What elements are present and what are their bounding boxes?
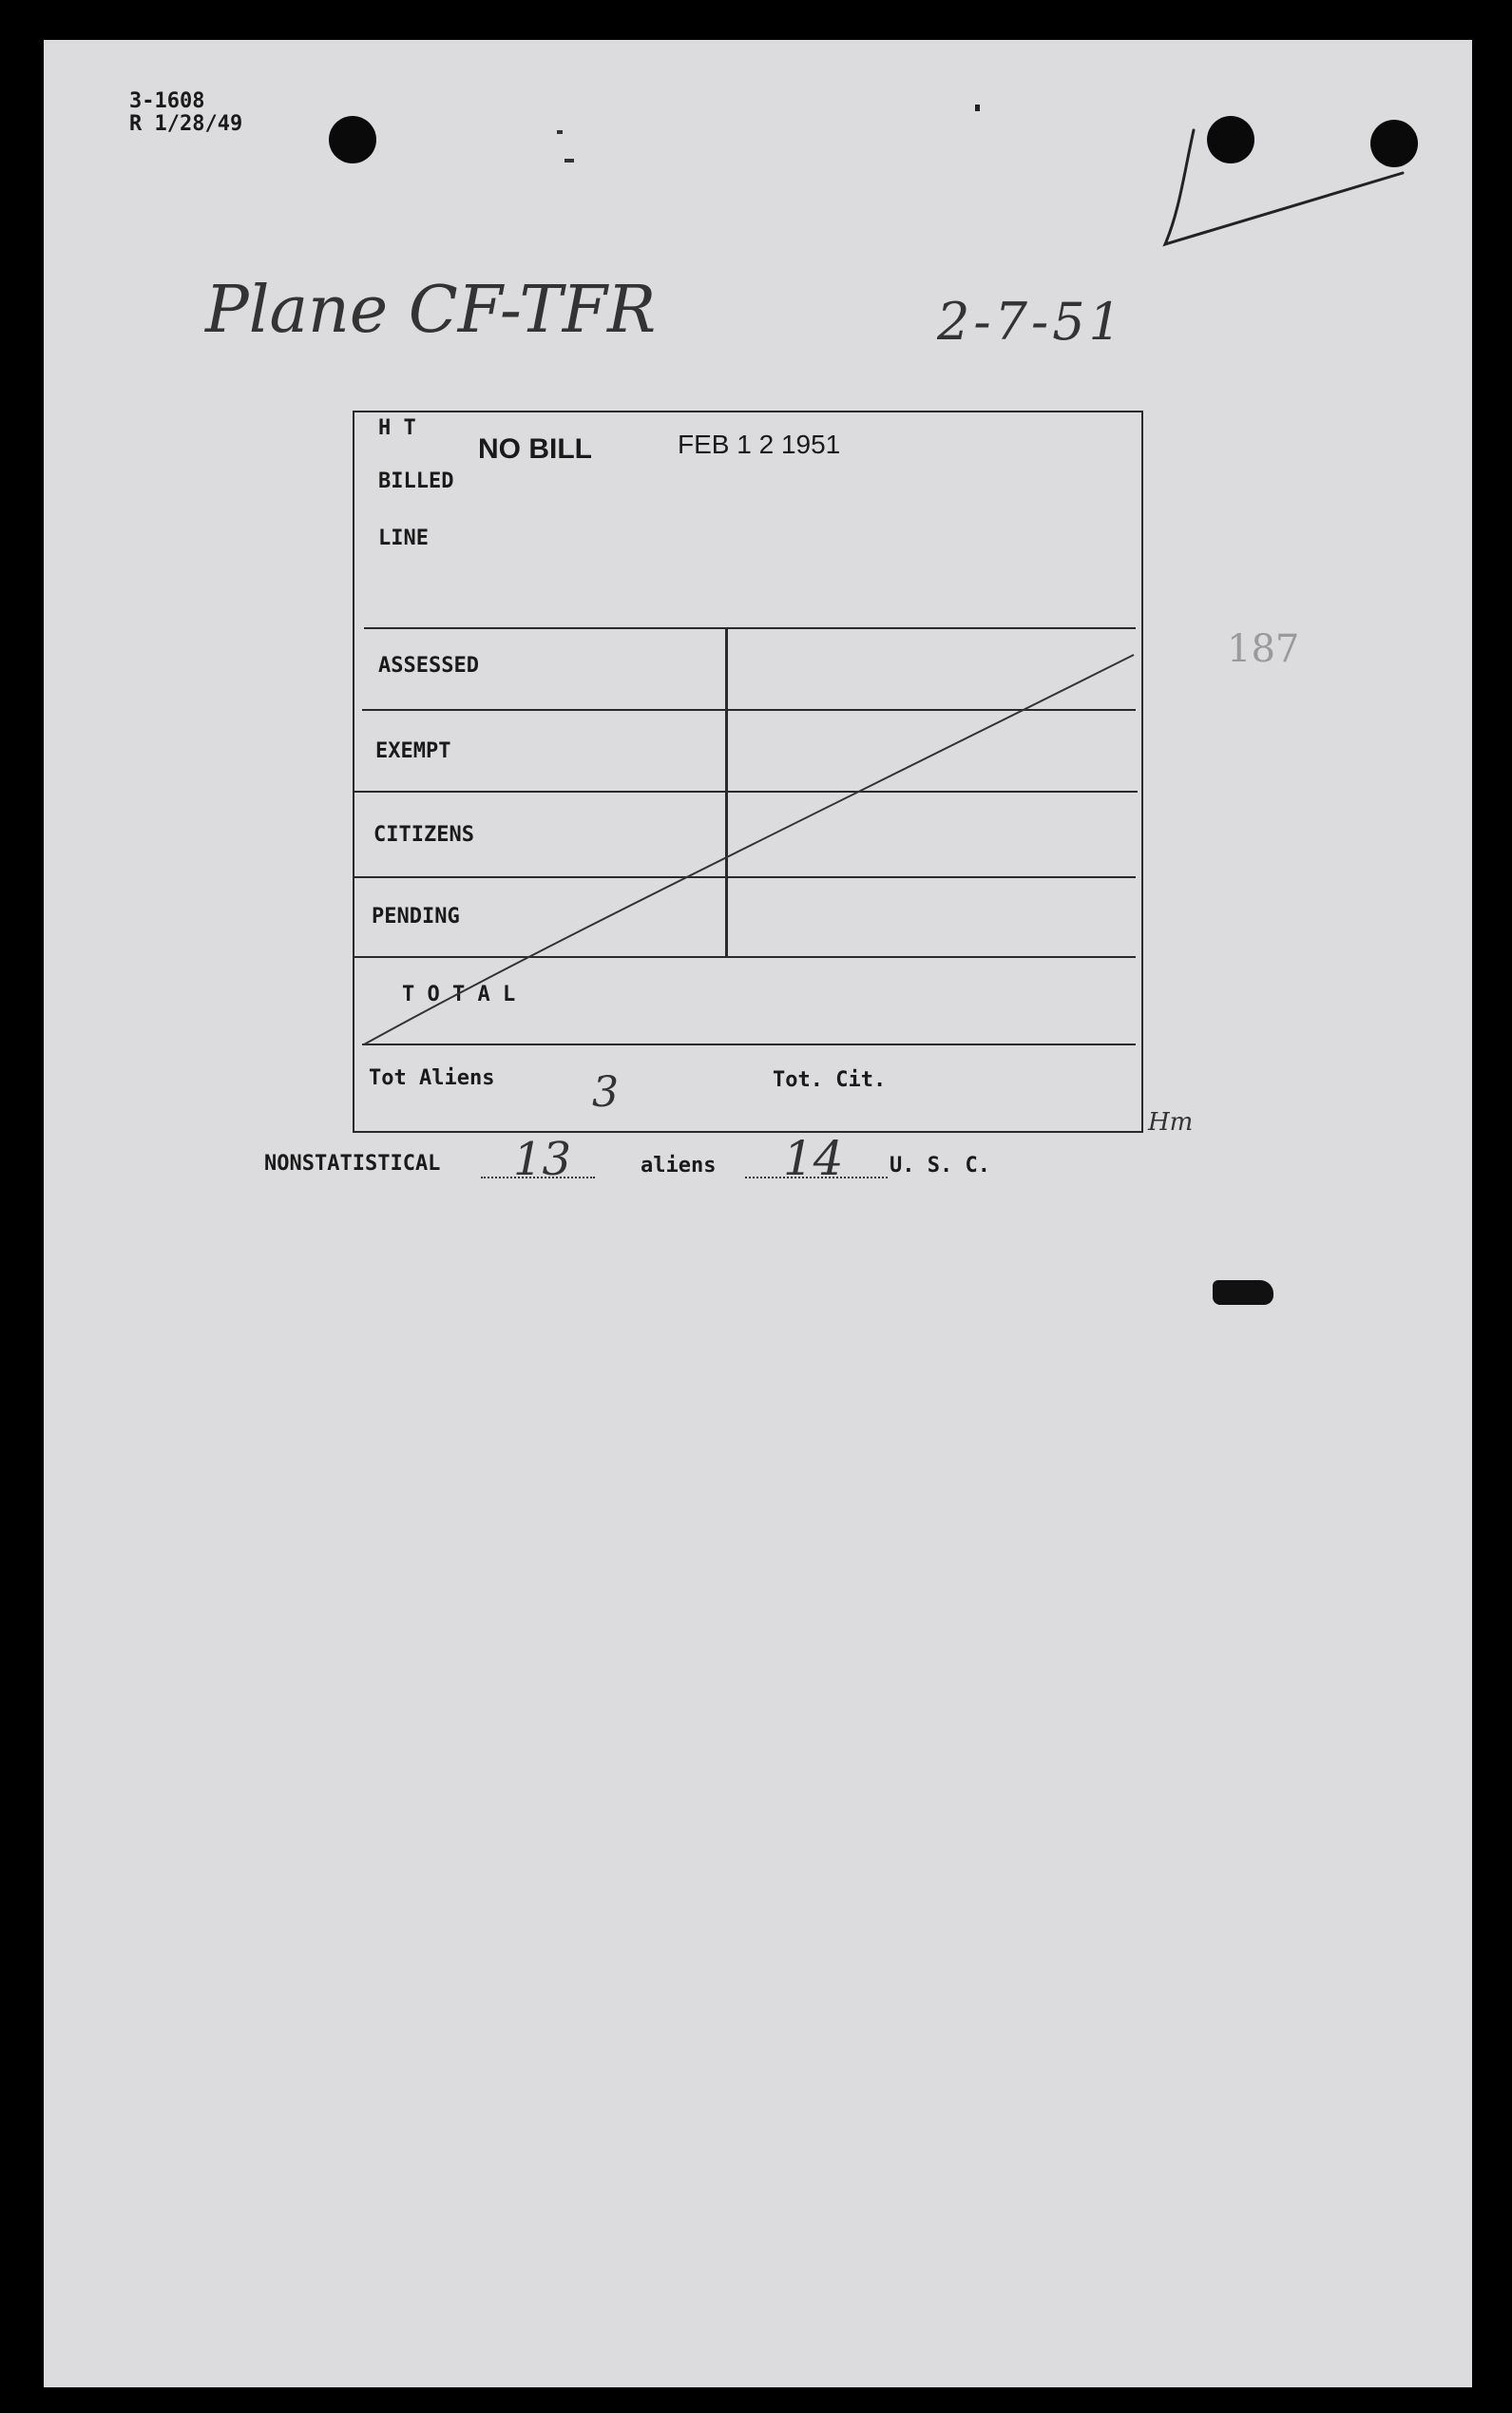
tot-aliens-label: Tot Aliens xyxy=(369,1066,495,1090)
nonstat-usc-value: 14 xyxy=(783,1131,844,1186)
form-number-line2: R 1/28/49 xyxy=(129,112,243,136)
ink-blot xyxy=(1213,1280,1273,1305)
stamp-no-bill: NO BILL xyxy=(478,433,592,465)
margin-number: 187 xyxy=(1227,627,1300,671)
label-billed: BILLED xyxy=(378,469,454,493)
usc-label: U. S. C. xyxy=(890,1154,990,1178)
aliens-label: aliens xyxy=(641,1154,717,1178)
form-number-line1: 3-1608 xyxy=(129,89,205,113)
row-assessed: ASSESSED xyxy=(378,654,479,678)
speck xyxy=(557,130,563,134)
row-citizens: CITIZENS xyxy=(373,823,474,847)
check-mark-icon xyxy=(1156,125,1441,259)
manifest-form xyxy=(353,411,1143,1133)
cancel-stroke xyxy=(354,412,1145,1135)
handwritten-initials: Hm xyxy=(1148,1108,1194,1137)
total-label: T O T A L xyxy=(402,983,516,1006)
tot-cit-label: Tot. Cit. xyxy=(773,1068,887,1092)
row-pending: PENDING xyxy=(372,905,460,929)
label-ht: H T xyxy=(378,416,416,440)
nonstat-aliens-value: 13 xyxy=(513,1133,572,1186)
handwritten-title: Plane CF-TFR xyxy=(205,273,657,348)
document-page xyxy=(44,40,1472,2387)
row-exempt: EXEMPT xyxy=(375,739,451,763)
stamp-date: FEB 1 2 1951 xyxy=(678,430,841,459)
label-line: LINE xyxy=(378,527,429,550)
tot-aliens-value: 3 xyxy=(592,1068,619,1117)
handwritten-date: 2-7-51 xyxy=(937,292,1125,352)
punch-hole-left xyxy=(329,116,376,163)
speck xyxy=(975,105,980,111)
speck xyxy=(565,159,574,163)
nonstatistical-label: NONSTATISTICAL xyxy=(264,1152,441,1176)
